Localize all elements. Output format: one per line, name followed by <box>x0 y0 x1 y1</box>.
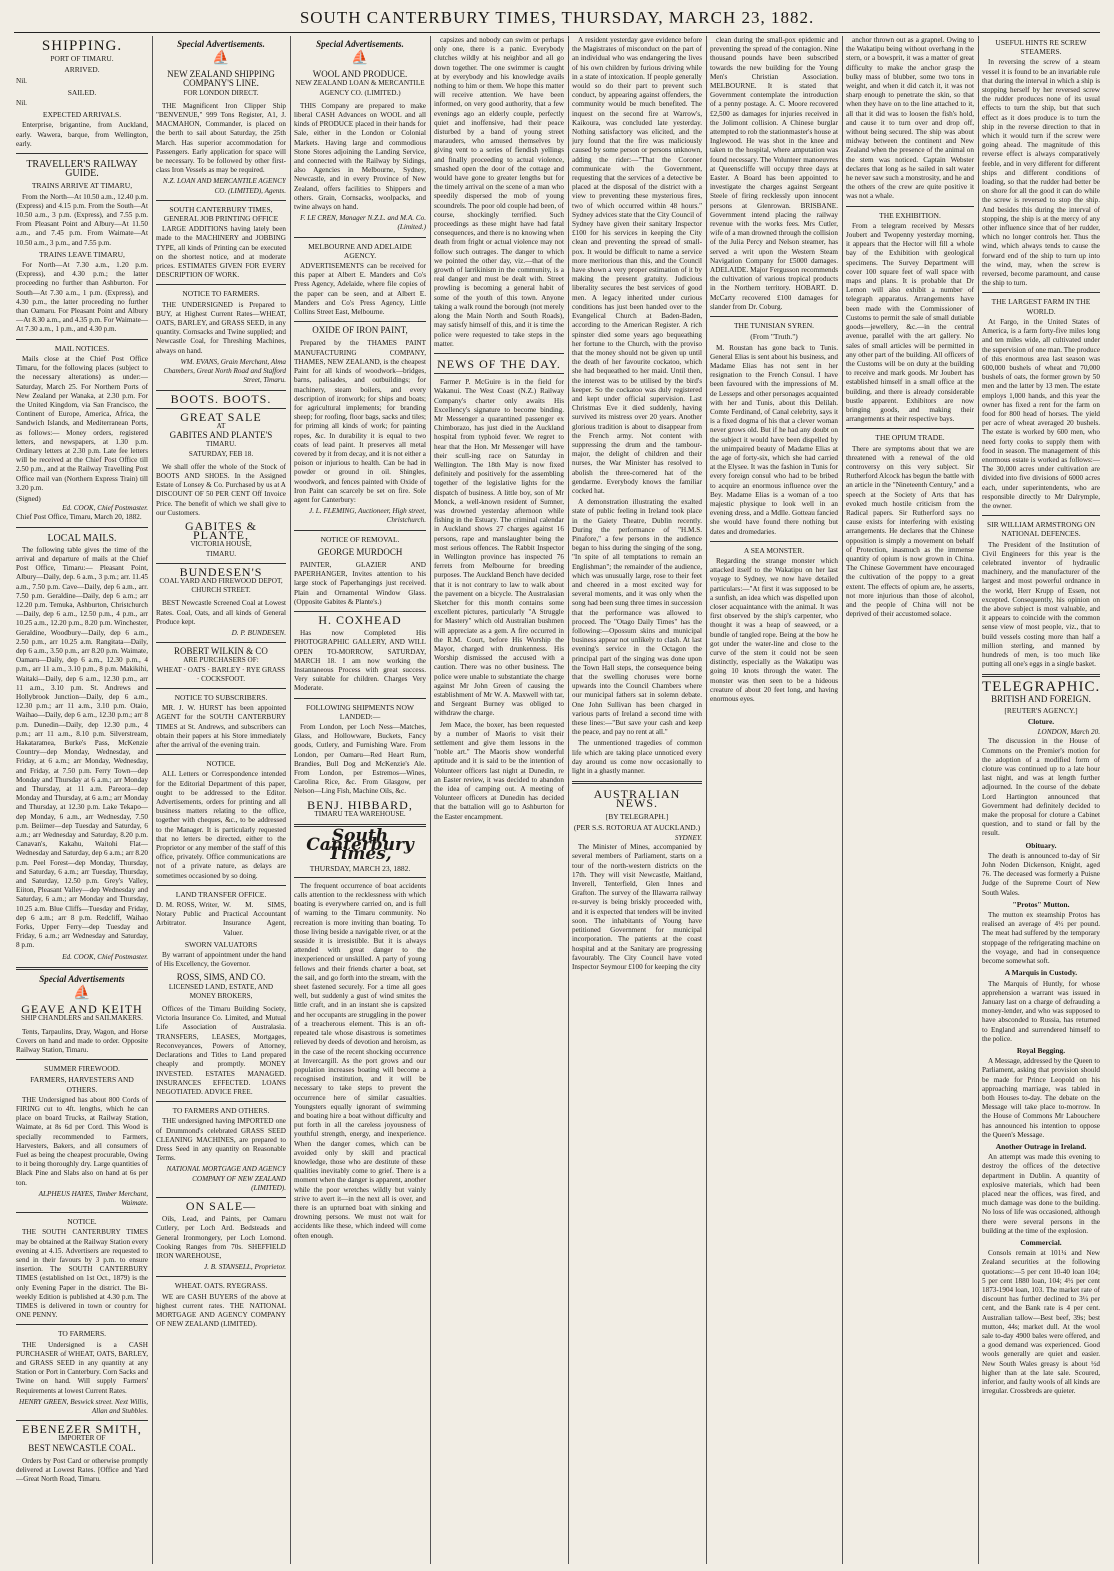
notice2-text: ALL Letters or Correspondence intended for the Editorial Department of this paper, ought to be addressed to the Editor. Advertisements, orders for printing and all business matters relating to the office, together with cheques, &c., to be addressed to the Manager. It is particularly requested that no letters be directed, either to the Proprietor or any member of the staff of this office, privately. Office communications are not of a private nature, as delays are sometimes occasioned by so doing. <box>156 770 286 880</box>
ross-sims-text: Offices of the Timaru Building Society, Victoria Insurance Co. Limited, and Mutual Life Association of Australasia. TRANSFERS, LEASES, Mortgages, Reconveyances, Powers of Attorney, Declarations and Titles to Land prepared cheaply and promptly. MONEY INVESTED. ESTATES MANAGED. INSURANCES EFFECTED. LOANS NEGOTIATED. ADVICE FREE. <box>156 1005 286 1096</box>
boots-ad <box>156 391 286 459</box>
divider <box>156 642 286 643</box>
murdoch-text: PAINTER, GLAZIER AND PAPERHANGER, Invites attention to his large stock of Paperhangings just received. Plain and Ornamental Window Glass. (Opposite Gabites & Plante's.) <box>294 560 426 606</box>
wilkin-name: ROBERT WILKIN & CO <box>174 646 268 657</box>
notice-farmers-signature: WM. EVANS, Grain Merchant, Alma Chambers, Great North Road and Stafford Street, Timaru. <box>163 357 286 385</box>
column-7 <box>846 36 974 1564</box>
farmers-heading: TO FARMERS. <box>57 1329 107 1339</box>
column-divider <box>152 36 153 1564</box>
editorial-text: The frequent occurrence of boat accidents calls attention to the recklessness with which boating is everywhere carried on, and is full of warning to the Timaru community. No recreation is more inviting than boating. To those living beside a navigable river, or at the seaside it is irresistible. But it is always attended with great danger to the inexperienced or unskilled. A party of young fellows and their friends charter a boat, set the sail, and go forth into the stream, with the sheet fastened securely. For a time all goes well, but suddenly a gust of wind smites the little craft, and in an instant she is capsized and her occupants are struggling in the power of a treacherous element. This is an oft-repeated tale whose disastrous is sometimes relieved by deeds of devotion and heroism, as in the case of the recent shocking occurrence at Invercargill. As the port grows and our population increases boating will become a recognised institution, and it will be necessary to take steps to prevent the occurrence here of similar casualties. Youngsters equally ignorant of swimming and boating hire a boat without difficulty and put forth in all the careless joyousness of youthful strength, energy, and inexperience. When the danger comes, which can be avoided only by skill and practical knowledge, those who are destitute of these qualities inevitably come to grief. There is a moment when the danger is apparent, another while the poor wretches wildly but vainly strive to avert it—in the next all is over, and there is an upturned boat with sinking and drowning persons. We must not wait for accidents like these, which indeed will come often enough. <box>294 881 426 1240</box>
australian-news-text: The Minister of Mines, accompanied by several members of Parliament, starts on a tour of the north-western districts on the 17th. They will visit Newcastle, Maitland, Inverell, Tenterfield, Glen Innes and Grafton. The survey of the Illawarra railway re-survey is being briskly proceeded with, and it is expected that tenders will be invited soon. The inhabitants of Young have petitioned Government for municipal incorporation. The patients at the coast hospital and at the Sanitary are progressing favourably. The City Council have voted Inspector Seymour £100 for keeping the city <box>572 843 702 971</box>
mail-signed: (Signed) <box>16 494 41 503</box>
wilkin-ad <box>156 647 286 684</box>
divider <box>572 781 702 784</box>
bundesen-name: BUNDESEN'S <box>179 564 263 579</box>
largest-farm-heading: THE LARGEST FARM IN THE WORLD. <box>991 297 1091 316</box>
news-text-2: A demonstration illustrating the exalted state of public feeling in Ireland took place in the Gaiety Theatre, Dublin recently. During the performance of "H.M.S. Pinafore," a few persons in the audience began to hiss during the singing of the song, "In spite of all temptations to remain an Englishman"; the remainder of the audience, which was unusually large, rose to their feet and cheered in a most excited way for several moments, and it was only when the song had been sung three times in succession that the performance was allowed to proceed. The "Otago Daily Times" has the following:—Opossum skins and municipal business appear not unlikely to clash. At last evening's service in the Octagon the principal part of the singing was done upon the Town Hall steps, the consequence being that the swelling choruses were borne upwards into the Council Chambers where our municipal fathers sat in solemn debate. One John Sullivan has been charged in various parts of Ireland a second time with these lines:—"But save your cash and keep the peace, and pay no rent at all." <box>572 498 702 737</box>
on-sale-text: Oils, Lead, and Paints, per Oamaru Cutlery, per Loch Ard. Bedsteads and General Ironmongery, per Loch Lomond. Cooking Ranges from 70s. SHEFFIELD IRON WAREHOUSE, <box>156 1215 286 1260</box>
wheat-oats-heading: WHEAT. OATS. RYEGRASS. <box>174 1281 268 1291</box>
land-transfer-heading: LAND TRANSFER OFFICE. <box>175 889 267 899</box>
bundesen-text: BEST Newcastle Screened Coal at Lowest Rates. Coal, Oats, and all kinds of General Produce kept. <box>156 599 286 626</box>
firewood-sub: FARMERS, HARVESTERS AND OTHERS. <box>30 1075 134 1094</box>
mail-date: Chief Post Office, Timaru, March 20, 1882. <box>16 513 142 522</box>
wool-produce-sub: NEW ZEALAND LOAN & MERCANTILE AGENCY CO. (LIMITED.) <box>295 79 425 97</box>
notice2-heading: NOTICE. <box>206 759 236 769</box>
nz-shipping-signature: N.Z. LOAN AND MERCANTILE AGENCY CO. (LIMITED), Agents. <box>162 177 286 195</box>
column-1 <box>16 36 148 1564</box>
melbourne-text: ADVERTISEMENTS can be received for this paper at Albert E. Manders and Co's Press Agency, Adelaide, where file copies of the paper can be seen, and at Albert E. Manders and Co's Press Agency, Little Collins Street East, Melbourne. <box>294 262 426 317</box>
exhibition-text: From a telegram received by Messrs Joubert and Twopenny yesterday morning, it appears that the Hector will fill a whole bay of the Exhibition with geological specimens. The Survey Department will cover 100 square feet of wall space with maps and plans. It is probable that Dr Lemon will also exhibit a number of telegraph apparatus. Arrangements have been made with the Commissioner of Customs to permit the sale of small dutiable goods—jewellery, &c.—in the central avenue, parallel with the art gallery. No sales of small articles will be permitted in any other part of the building. All officers of the Customs will be on duty at the building to receive and mark goods. Mr Joubert has established himself in a small office at the building, and there is already considerable bustle apparent. Exhibitors are now bringing goods, and making their arrangements at their respective bays. <box>846 221 974 424</box>
column-3 <box>294 36 426 1564</box>
column-divider <box>978 36 979 1564</box>
coxhead-ad <box>294 612 426 627</box>
mail-notices-heading: MAIL NOTICES. <box>54 343 110 353</box>
sailed-label: SAILED. <box>67 87 97 97</box>
divider <box>16 153 148 154</box>
shipments-heading: FOLLOWING SHIPMENTS NOW LANDED:— <box>306 702 414 721</box>
on-sale-title: ON SALE— <box>185 1198 257 1213</box>
commercial-heading: Commercial. <box>1020 1237 1062 1247</box>
subscribers-text: MR. J. W. HURST has been appointed AGENT for the SOUTH CANTERBURY TIMES at St. Andrews, and subscribers can obtain their papers at his Store immediately after the arrival of the evening train. <box>156 704 286 749</box>
hibbard-ad <box>294 797 426 819</box>
notice-farmers-heading: NOTICE TO FARMERS. <box>182 289 260 299</box>
cloture-heading: Cloture. <box>1027 717 1055 727</box>
divider <box>294 877 426 878</box>
local-mails-heading: LOCAL MAILS. <box>47 532 117 544</box>
commercial-text: Consols remain at 101¼ and New Zealand securities at the following quotations:—5 per cent 10-40 loan 104; 5 per cent 1880 loan, 104; 4½ per cent 1873-1904 loan, 103. The market rate of discount has further declined to 3¼ per cent, and the Bank rate is 4 per cent. Australian tallow—Best beef, 39s; best mutton, 44s; market dull. At the wool sale to-day 4900 bales were offered, and a good demand was experienced. Good wools generally are quiet and easier. New South Wales greasy is about ½d higher than at the late sale. Scoured, inferior, and faulty wools of all kinds are irregular. Crossbreds are quieter. <box>982 1249 1100 1396</box>
tunisian-heading: THE TUNISIAN SYREN. <box>733 321 815 331</box>
divider <box>434 373 564 374</box>
oxide-text: Prepared by the THAMES PAINT MANUFACTURING COMPANY, THAMES, NEW ZEALAND, is the cheapest Paint for all kinds of woodwork—bridges, barns, palisades, and outbuildings; for machinery, steam boilers, and every description of ironwork; for ships and boats; for agricultural implements; for branding sheep; for roofing, floor bags, sacks and tiles; for priming all kinds of work; for painting ropes, &c. In durability it is equal to two coats of lead paint. It preserves all metal covered by it from decay, and it is not either a poison or injurious to health. Can be had in powder or ground in oil. Shingles, woodwork, and fences painted with Oxide of Iron Paint can scarcely be set on fire. Sole agent for Canterbury: <box>294 339 426 504</box>
divider <box>16 339 148 340</box>
ross-sims-sub: LICENSED LAND, ESTATE, AND MONEY BROKERS, <box>168 982 274 1000</box>
divider <box>982 515 1100 516</box>
oxide-signature: J. L. FLEMING, Auctioneer, High street, Christchurch. <box>309 507 426 525</box>
divider <box>294 321 426 322</box>
railway-guide-heading: TRAVELLER'S RAILWAY GUIDE. <box>26 159 138 180</box>
wilkin-text: ARE PURCHASERS OF: <box>183 656 259 665</box>
cloture-place: LONDON, March 20. <box>1037 728 1100 737</box>
wool-produce-title: WOOL AND PRODUCE. <box>312 69 408 80</box>
gabites-plante-place: TIMARU. <box>205 549 237 558</box>
tunisian-text: M. Roustan has gone back to Tunis. General Elias is sent about his business, and Madame Elias has not sent in her resignation to the French Consul. I have been favoured with the impressions of M. de Lesseps and other personages acquainted with her and Tunis, about this Delilah. Comte Ferdinand, of Canal celebrity, says it is a fixed dogma of his that a clever woman never grows old. But if he had any doubt on the subject it would have been dispelled by the unimpaired beauty of Madame Elias at the age of forty-six, which she had carried at the Elysee. It was the fashion in Tunis for every foreign consul who had to be bribed to acquire an enormous influence over the Bey. Madame Elias is a woman of a too majestic physique to look well in an evening dress, and a Mdlle. Gotteau fancied she would have found there nothing but dates and dromedaries. <box>710 343 838 536</box>
coxhead-text: Has now Completed His PHOTOGRAPHIC GALLERY, AND WILL OPEN TO-MORROW, SATURDAY, MARCH 18. I am now working the Instantaneous Process with great success. Very suitable for children. Charges Very Moderate. <box>294 629 426 693</box>
news-of-day-heading: NEWS OF THE DAY. <box>437 356 561 371</box>
melbourne-heading: MELBOURNE AND ADELAIDE AGENCY. <box>308 241 412 260</box>
trains-arrive-text: From the North—At 10.50 a.m., 12.40 p.m. (Express) and 4.15 p.m. From the South—At 10.50 a.m., 3 p.m. (Express), and 7.55 p.m. From Pleasant Point and Albury—At 11.50 a.m., and 7.45 p.m. From Waimate—At 10.50 a.m., 3 p.m., and 7.55 p.m. <box>16 192 148 247</box>
local-mails-text: The following table gives the time of the arrival and departure of mails at the Chief Post Office, Timaru:— Pleasant Point, Albury—Daily, dep. 6 a.m., 3 p.m.; arr. 11.45 a.m., 7.50 p.m. Cave—Daily, dep 6 a.m., arr. 7.50 p.m. Geraldine—Daily, dep 6 a.m.; arr 12.20 p.m. Temuka, Ashburton, Christchurch—Daily, dep 6 a.m., 12.50 p.m., 4 p.m., arr 10.25 a.m., 12.20 p.m., 8.20 p.m. Winchester, Geraldine, Woodbury—Daily, dep 6 a.m., 2.50 p.m., arr 10.25 a.m. Rangitata—Daily, dep 6 a.m., 3.50 p.m., arr 8.20 p.m. Waimate, Oamaru—Daily, dep 6 a.m., 12.30 p.m., 4 p.m., arr 11 a.m., 3.10 p.m., 8 p.m. Makikihi, Waitaki—Daily, dep 6 a.m., 12.30 p.m., arr 11 a.m., 3.10 p.m. St. Andrews and Hollybrook Junction—Daily, dep 6 a.m., 12.30 p.m.; arr 11 a.m., 3.10 p.m. Otaio, Waihao—Daily, dep 6 a.m., 12.30 p.m.; arr 8 p.m. Dunedin—Daily, dep 12.30 p.m., 4 p.m.; arr 11 a.m., 8.10 p.m. Silverstream, Hakataramea, Burke's Pass, McKenzie Country—dep Monday, Wednesday, and Friday, at 6 a.m.; arr Monday, Wednesday, and Friday, at 7.50 p.m. Ferry Town—dep Monday and Thursday at 6 a.m.; arr Monday and Thursday, at 11 a.m. Pareora—dep Monday and Thursday, at 6 a.m.; arr Monday and Thursday, at 12.30 p.m. Lake Tekapo—dep Monday, 6 a.m., arr Wednesday, 7.50 p.m. Beiimer—dep Tuesday and Saturday, 6 a.m.; arr Wednesday and Saturday, 8.20 p.m. Canavan's, Kakahu, Waitohi Flat—Wednesday and Saturday, dep 6 a.m.; arr 8.20 p.m. Peel Forest—dep Monday, Thursday, and Saturday, 6 a.m.; arr Tuesday, Thursday, and Saturday, 12.50 p.m. Grey's Valley, Eiiton, Pleasant Valley—dep Wednesday and Saturday, 6 a.m.; arr Monday and Thursday, 10.25 a.m. Blue Cliffs—Tuesday and Friday, dep 6 a.m.; arr 8 p.m. Redcliff, Waihao Forks, Upper Ferry—dep Tuesday and Friday, 6 a.m.; arr Wednesday and Saturday, 8 p.m. <box>16 545 148 950</box>
reuters-agency: [REUTER'S AGENCY.] <box>1004 705 1078 715</box>
masthead: SOUTH CANTERBURY TIMES, THURSDAY, MARCH 23, 1882. <box>299 8 815 27</box>
largest-farm-text: At Fargo, in the United States of America, is a farm forty-five miles long and ten miles wide, all cultivated under the supervision of one man. The produce of this enormous area last season was 600,000 bushels of wheat and 70,000 bushels of oats, the former grown by 50 men and the latter by 13 men. The estate employs 1,000 hands, and this year the owner has fixed a rent for the farm on food for 800 head of horses. The yield per acre of wheat averaged 20 bushels. The estate is worked by 600 men, who need forty cooks to supply them with food in season. The management of this enormous estate is worked as follows:—The 30,000 acres under cultivation are divided into five divisions of 6000 acres each, under superintendents, who are responsible directly to Mr Dalrymple, the owner. <box>982 317 1100 510</box>
divider <box>156 408 286 409</box>
divider <box>16 527 148 528</box>
firewood-signature: ALPHEUS HAYES, Timber Merchant, Waimate. <box>38 1189 148 1207</box>
grave-keith-ad <box>16 1002 148 1023</box>
expected-text: Enterprise, brigantine, from Auckland, early. Wawera, barque, from Wellington, early. <box>16 121 148 148</box>
opium-text: There are symptoms about that we are threatened with a renewal of the old controversy on this very subject. Sir Rutherford Alcock has begun the battle with an article in the "Nineteenth Century," and a speech at the Society of Arts that has evoked much hostile criticism from the Radical papers. Sir Rutherford says no cause exists for interfering with existing arrangements. He declares that the Chinese opposition is simply a movement on behalf of Protection, inasmuch as the immense quantity of opium is now grown in China. The Chinese Government have encouraged the cultivation of the poppy to a great extent. The effects of opium are, he asserts, not more injurious than those of alcohol, and the people of China will not be deprived of their accustomed solace. <box>846 444 974 619</box>
protos-text: The mutton ex steamship Protos has realised an average of 4½ per pound. The meat had suffered by the temporary stoppage of the refrigerating machine on the voyage, and had in consequence become somewhat soft. <box>982 911 1100 966</box>
port-heading: PORT OF TIMARU. <box>50 54 114 64</box>
farmers-others-text: THE undersigned having IMPORTED one of Drummond's celebrated GRASS SEED CLEANING MACHINES, are prepared to Dress Seed in any quantity on Reasonable Terms. <box>156 1117 286 1163</box>
special-ads-heading: Special Advertisements <box>39 973 125 984</box>
divider <box>156 390 286 391</box>
arrived-label: ARRIVED. <box>64 65 100 75</box>
divider <box>156 1197 286 1198</box>
murdoch-ad <box>294 548 426 557</box>
column-divider <box>706 36 707 1564</box>
obituary-heading: Obituary. <box>1025 840 1057 850</box>
ebenezer-name: EBENEZER SMITH, <box>22 1422 142 1437</box>
special-ads-heading: Special Advertisements. <box>316 39 404 49</box>
divider <box>982 292 1100 293</box>
job-printing-heading: SOUTH CANTERBURY TIMES, GENERAL JOB PRINTING OFFICE <box>163 204 279 224</box>
divider <box>16 1212 148 1213</box>
trains-leave-heading: TRAINS LEAVE TIMARU, <box>39 249 125 259</box>
firewood-text: THE Undersigned has about 800 Cords of FIRING cut to 4ft. lengths, which he can place on board Trucks, at Railway Station, Waimate, at 8s 6d per Cord. This Wood is specially recommended to Farmers, Harvesters, Bakers, and all consumers of Fuel as being the cheapest procurable, Owing to it being thoroughly dry. Large quantities of Black Pine and Slabs also on hand at 6s per ton. <box>16 1095 148 1187</box>
subscribers-heading: NOTICE TO SUBSCRIBERS. <box>174 692 268 702</box>
arrived-value: Nil. <box>16 76 27 85</box>
divider <box>16 1420 148 1421</box>
great-sale-place: TIMARU. <box>205 440 237 449</box>
wool-produce-signature: F. LE CREN, Manager N.Z.L. and M.A. Co. (Limited.) <box>300 214 426 232</box>
royal-begging-text: A Message, addressed by the Queen to Parliament, asking that provision should be made for Prince Leopold on his approaching marriage, was tabled in both Houses to-day. The debate on the Message will take place to-morrow. In the House of Commons Mr Labouchere has announced his intention to oppose the Queen's Message. <box>982 1057 1100 1139</box>
column-4 <box>434 36 564 1564</box>
aus-news-continued: clean during the small-pox epidemic and preventing the spread of the contagion. Nine thousand pounds have been subscribed towards the new building for the Young Men's Christian Association. MELBOURNE. It is stated that Government contemplate the introduction of a penny postage. A. C. Moore recovered £2,500 as damages for injuries received in the Jolimont collision. A Chinese burglar attempted to rob the stationmaster's house at Inglewood. He was shot in the knee and taken to the hospital, where amputation was found necessary. The Volunteer manoeuvres at Queenscliffe will occupy three days at Easter. A Board has been appointed to investigate the charges against Sergeant Steele of firing recklessly upon innocent persons at Glenrowan. BRISBANE. Government intend placing the railway revenue with the works fees. Mrs Cutler, wife of a man drowned through the collision of the Julia Percy and Nelson steamer, has served a writ upon the Western Steam Navigation Company for £5000 damages. ADELAIDE. Major Fergusson recommends the cultivation of various tropical products in the Northern territory. HOBART. D. McCarty recovered £100 damages for slander from Dr. Coburg. <box>710 36 838 311</box>
wool-produce-text: THIS Company are prepared to make liberal CASH Advances on WOOL and all kinds of PRODUCE placed in their hands for Sale, either in the London or Colonial Markets. Having large and commodious Stone Stores adjoining the Landing Service, and connected with the Railway by Sidings, also Agencies in Melbourne, Sydney, Newcastle, and in every Province of New Zealand, offers facilities to Shippers and others. Grain, Cornsacks, woolpacks, and twine always on hand. <box>294 101 426 212</box>
australian-news-by: [BY TELEGRAPH.] <box>605 811 669 821</box>
cloture-text: The discussion in the House of Commons on the Premier's motion for the adoption of a modified form of cloture was continued up to a late hour last night, and was at length further adjourned. In the course of the debate Lord Hartington announced that Government had definitely decided to make the proposal for cloture a Cabinet question, and to stand or fall by the result. <box>982 737 1100 838</box>
special-ads-heading: Special Advertisements. <box>177 39 265 49</box>
protos-heading: "Protos" Mutton. <box>1012 899 1070 909</box>
divider <box>846 206 974 207</box>
land-transfer-text: By warrant of appointment under the hand of His Excellency, the Governor. <box>156 951 286 969</box>
exhibition-heading: THE EXHIBITION. <box>879 210 941 220</box>
divider <box>434 353 564 354</box>
coxhead-name: H. COXHEAD <box>318 612 402 627</box>
bundesen-ad <box>156 564 286 596</box>
divider <box>16 967 148 970</box>
on-sale-signature: J. B. STANSELL, Proprietor. <box>203 1263 286 1272</box>
grave-keith-text: Tents, Tarpaulins, Dray, Wagon, and Horse Covers on hand and made to order. Opposite Railway Station, Timaru. <box>16 1027 148 1054</box>
useful-hints-heading: USEFUL HINTS RE SCREW STEAMERS. <box>995 38 1087 57</box>
column-5 <box>572 36 702 1564</box>
wheat-oats-text: WE are CASH BUYERS of the above at highest current rates. THE NATIONAL MORTGAGE AND AGENCY COMPANY OF NEW ZEALAND (LIMITED). <box>156 1292 286 1329</box>
australian-news-heading: AUSTRALIAN NEWS. <box>593 787 681 811</box>
mail-notices-text: Mails close at the Chief Post Office Timaru, for the following places (subject to the necessary alterations) as under:— Saturday, March 25. For Northern Ports of New Zealand per Wanaka, at 2.30 p.m. For the United Kingdom, via San Francisco, the Continent of Europe, America, Africa, the Sandwich Islands, and Mediterranean Ports, as follows:— Money orders, registered letters, and newspapers, at 1.30 p.m. Ordinary letters at 2.30 p.m. Late fee letters will be received at the Chief Post Office till 2.50 p.m., and at the Railway Travelling Post Office mail van (Northern Express Train) till 3.20 p.m. <box>16 354 148 492</box>
outrage-heading: Another Outrage in Ireland. <box>995 1141 1087 1151</box>
hibbard-sub: TIMARU TEA WAREHOUSE. <box>314 809 406 818</box>
paper-date: THURSDAY, MARCH 23, 1882. <box>309 863 411 873</box>
column-6 <box>710 36 838 1564</box>
local-mails-signature: Ed. COOK, Chief Postmaster. <box>62 952 148 961</box>
divider <box>156 688 286 689</box>
marquis-heading: A Marquis in Custody. <box>1004 968 1078 978</box>
farmers-text: THE Undersigned is a CASH PURCHASER of WHEAT, OATS, BARLEY, and GRASS SEED in any quantity at any Station or Port in Canterbury. Corn Sacks and Twine on hand. Will supply Farmers' Requirements at lowest Current Rates. <box>16 1340 148 1395</box>
sailed-value: Nil. <box>16 99 27 108</box>
ross-sims-ad <box>156 973 286 1001</box>
farmers-signature: HENRY GREEN, Beswick street. Next Willis, Allan and Stubbles. <box>19 1397 148 1416</box>
news-of-day-text-2: Jem Mace, the boxer, has been requested by a number of Maoris to visit their settlement and give them lessons in the "noble art." The Maoris show wonderful aptitude and it is said to be the intention of Volunteer officers last night at Dunedin, re an Easter review, it was decided to abandon the idea of camping out. A meeting of Volunteer officers at Dunedin has decided that the battalion will go to Ashburton for the Easter encampment. <box>434 720 564 821</box>
great-sale-name: GABITES AND PLANTE'S <box>169 430 273 441</box>
firewood-heading: SUMMER FIREWOOD. <box>44 1064 120 1074</box>
on-sale-heading <box>156 1198 286 1213</box>
oxide-title: OXIDE OF IRON PAINT, <box>312 325 408 336</box>
wilkin-items: WHEAT · OATS · BARLEY · RYE GRASS · COCKSFOOT. <box>156 665 286 683</box>
armstrong-text: The President of the Institution of Civil Engineers for this year is the celebrated inventor of hydraulic machinery, and the manufacturer of the largest and most powerful ordnance in the world, Herr Krupp of Essen, not excepted. Consequently, his opinion on the above subject is most valuable, and it appears to coincide with the common sense view of most people, viz., that to build vessels costing more than half a million sterling, and manned by hundreds of men, is too much like putting all one's eggs in a single basket. <box>982 540 1100 669</box>
ebenezer-coal: BEST NEWCASTLE COAL. <box>28 1442 136 1453</box>
paper-title: South Canterbury Times, <box>306 826 414 865</box>
notice-heading: NOTICE. <box>67 1217 97 1227</box>
column-divider <box>842 36 843 1564</box>
column-8 <box>982 36 1100 1564</box>
notice-farmers-text: THE UNDERSIGNED is Prepared to BUY, at Highest Current Rates—WHEAT, OATS, BARLEY, and GRASS SEED, in any quantity. Cornsacks and Twine supplied; and Newcastle Coal, for Threshing Machines, always on hand. <box>156 300 286 355</box>
trains-leave-text: For North—At 7.30 a.m., 1.20 p.m. (Express), and 4.30 p.m.; the latter proceeding no further than Ashburton. For South—At 7.30 a.m., 1 p.m. (Express), and 4.30 p.m., the latter proceeding no further than Oamaru. For Pleasant Point and Albury—At 8.30 a.m., and 4.35 p.m. For Waimate—At 7.30 a.m., 1 p.m., and 4.30 p.m. <box>16 261 148 334</box>
gabites-plante-ad <box>156 518 286 559</box>
divider <box>710 316 838 317</box>
ebenezer-smith-ad <box>16 1422 148 1453</box>
news-text-3: The unmentioned tragedies of common life which are taking place unnoticed every day around us come now occasionally to light in a ghastly manner. <box>572 739 702 776</box>
divider <box>156 1276 286 1277</box>
ship-icon: ⛵ <box>212 51 230 67</box>
great-sale-heading: GREAT SALE <box>180 409 262 424</box>
ship-icon: ⛵ <box>73 986 91 1002</box>
shipping-heading: SHIPPING. <box>41 38 123 54</box>
australian-news-place: SYDNEY. <box>674 834 702 843</box>
gabites-plante-house: VICTORIA HOUSE, <box>190 540 252 549</box>
useful-hints-text: In reversing the screw of a steam vessel it is found to be an invariable rule that during the interval in which a ship is stopping herself by her reversed screw the rudder produces none of its usual effects to turn the ship, but that such effect as it does produce is to turn the ship in the reverse direction to that in which it would turn if the screw were going ahead. The magnitude of this reverse effect is always comparatively feeble, and in very different for different ships and different conditions of loading, so that the rudder had better be on shore for all the good it can do while the screw is reversed to stop the ship. And besides this during the interval of stopping, the ship is at the mercy of any other influence since that of her rudder, which no longer controls her. Thus the wind, which always tends to cause the forward end of the ship to turn up into the wind, may, when the screw is reversed, become paramount, and cause the ship to turn. <box>982 58 1100 288</box>
ship-icon: ⛵ <box>351 51 369 67</box>
divider <box>710 541 838 542</box>
divider <box>294 530 426 531</box>
divider <box>16 1059 148 1060</box>
shipments-text: From London, per Loch Ness—Matches, Glass, and Hollowware, Buckets, Fancy goods, Cutlery, and Furnishing Ware. From London, per Oamaru—Red Heart Rum, Brandies, Bull Dog and McKenzie's Ale. From London, per Estremos—Wines, Carolina Rice, &c. From Glasgow, per Nelson—Ling Fish, Machine Oils, &c. <box>294 723 426 796</box>
masthead-rule <box>14 32 1100 33</box>
gabites-plante-name: GABITES & PLANTE, <box>185 518 257 543</box>
column-divider <box>430 36 431 1564</box>
outrage-text: An attempt was made this evening to destroy the offices of the detective department in Dublin. A quantity of explosive materials, which had been placed near the offices, was fired, and much damage was done to the building. No loss of life was occasioned, although there were several persons in the building at the time of the explosion. <box>982 1153 1100 1235</box>
divider <box>846 428 974 429</box>
mail-signature: Ed. COOK, Chief Postmaster. <box>62 504 148 513</box>
royal-begging-heading: Royal Begging. <box>1016 1045 1066 1055</box>
ebenezer-sub: IMPORTER OF <box>58 1434 106 1443</box>
land-transfer-left: D. M. ROSS, Writer, Notary Public and Arbitrator. <box>156 901 219 928</box>
great-sale-at: AT <box>216 421 226 430</box>
divider <box>16 1324 148 1325</box>
divider <box>156 885 286 886</box>
tunisian-source: (From "Truth.") <box>750 332 798 342</box>
boots-heading: BOOTS. BOOTS. <box>170 391 272 406</box>
removal-heading: NOTICE OF REMOVAL. <box>320 534 400 544</box>
nz-shipping-name: NEW ZEALAND SHIPPING COMPANY'S LINE. <box>167 69 275 89</box>
bundesen-signature: D. P. BUNDESEN. <box>231 628 286 637</box>
divider <box>294 611 426 612</box>
column-divider <box>568 36 569 1564</box>
nz-shipping-ad <box>156 70 286 98</box>
murdoch-name: GEORGE MURDOCH <box>317 546 403 557</box>
wool-produce-ad <box>294 70 426 98</box>
australian-news-per: (PER S.S. ROTORUA AT AUCKLAND.) <box>573 822 701 832</box>
expected-label: EXPECTED ARRIVALS. <box>42 110 122 120</box>
ross-sims-name: ROSS, SIMS, AND CO. <box>176 972 266 983</box>
obituary-text: The death is announced to-day of Sir John Noden Dickenson, Knight, aged 76. The deceased was formerly a Puisne Judge of the Supreme Court of New South Wales. <box>982 851 1100 897</box>
divider <box>294 698 426 699</box>
nz-shipping-for: FOR LONDON DIRECT. <box>183 88 259 97</box>
great-sale-date: SATURDAY, FEB 18. <box>188 449 254 458</box>
sea-monster-continued: anchor thrown out as a grapnel. Owing to the Wakatipu being without overhang in the stern, or a bowsprit, it was a matter of great difficulty to make the anchor grasp the bulky mass of blubber, some two tons in weight, and when it did catch it, it was not sharp enough to penetrate the skin, so that when they have on to the line attached to it, all that it did was to loosen the fish's hold, and cause it to turn over and drop off, without being secured. The ship was about midway between the continent and New Zealand when the presence of the animal on the stem was noticed. Captain Webster declares that long as he sailed in salt water he never saw such a monstrosity, and he and the others of the crew are quite positive it was not a whale. <box>846 36 974 201</box>
ebenezer-text: Orders by Post Card or otherwise promptly delivered at Lowest Rates. [Office and Yard—Great North Road, Timaru. <box>16 1456 148 1484</box>
divider <box>982 674 1100 677</box>
column-2 <box>156 36 286 1564</box>
nz-shipping-text: THE Magnificent Iron Clipper Ship "BENVENUE," 999 Tons Register, A1, J. MACMAHON, Commander, is placed on the berth to sail about Saturday, the 25th March. Has superior accommodation for Passengers. Early application for space will be necessary. To be followed by other first-class Iron Vessels as may be required. <box>156 101 286 175</box>
editorial-continued: capsizes and nobody can swim or perhaps only one, there is a panic. Everybody clutches wildly at his neighbor and all go down together. The one swimmer is caught at by everybody and his knowledge avails nothing to him or them. We hope this matter will receive attention. We have been informed, on very good authority, that a few evenings ago an elderly couple, perfectly quiet and inoffensive, had their peace disturbed by a band of young street marauders, who amused themselves by giving vent to a series of fiendish yellings and finally proceeding to actual violence, smashed open the door of the cottage and would have gone to greater lengths but for the timely arrival on the scene of a man who speedily dispersed the mob of young scoundrels. The poor old couple had been, of course, shockingly terrified. Such proceedings as these might have had fatal consequences, and there is no knowing when death from fright or actual violence may not follow such outrages. The danger to which we pointed the other day, viz.—that of the growth of larrikinism in the community, is a real danger and must be dealt with. Street prowling is becoming a general habit of some of the youth of this town. Anyone taking a walk round the borough (not merely along the Main North and South Roads), may satisfy himself of this, and it is time the police were requested to take steps in the matter. <box>434 36 564 348</box>
bundesen-sub: COAL YARD AND FIREWOOD DEPOT, CHURCH STREET. <box>159 576 283 595</box>
sworn-valuators: SWORN VALUATORS <box>184 939 258 949</box>
divider <box>156 754 286 755</box>
land-transfer-names <box>156 901 286 938</box>
trains-arrive-heading: TRAINS ARRIVE AT TIMARU, <box>31 181 133 191</box>
telegraphic-heading: TELEGRAPHIC. <box>982 679 1100 696</box>
divider <box>156 563 286 564</box>
grave-keith-name: GEAVE AND KEITH <box>21 1002 143 1017</box>
farmers-others-heading: TO FARMERS AND OTHERS. <box>172 1106 270 1116</box>
news-of-day-text: Farmer P. McGuire is in the field for Wakanui. The West Coast (N.Z.) Railway Company's charter only awaits His Excellency's signature to become binding. Mr Messenger a quarantined passenger ex Chimborazo, has just died in the Auckland hospital from typhoid fever. We regret to hear that the Hon. Mr Messenger will have their scull-ing race on Saturday in Wellington. The 18th May is now fixed definitely and positively for the assembling together of the legislative lights for the dispatch of business. A little boy, son of Mr Monck, a well-known resident of Sumner, was drowned yesterday afternoon while fishing in the Estuary. The criminal calendar in Auckland shows 27 charges against 16 persons, rape and manslaughter being the most serious offences. The Rabbit Inspector in Wellington province has inspected 76 ferrets from Melbourne for breeding purposes. The Auckland Bench have decided that it is not contrary to law to walk about the pavement on a bicycle. The Australasian Sketcher for this month contains some excellent pictures, particularly "A Struggle for Mastery" which old Australian bushmen will appreciate as a gem. A fire occurred in the R.M. Court, before His Worship the Mayor, charged with drunkenness. His Worship dismissed the accused with a caution. There was no other business. The police were unable to substantiate the charge against Mr John Green of causing the establishment of Mr W. A. Maxwell with tar, and Sergeant Burney was obliged to withdraw the charge. <box>434 378 564 718</box>
news-text-1: A resident yesterday gave evidence before the Magistrates of misconduct on the part of an individual who was endangering the lives of his own children by furious driving while in a state of intoxication. If people generally would so do their part to prevent such conduct, by appearing against offenders, the community would be much benefited. The inquest on the second fire at Warrow's, Kaikoura, was concluded late yesterday. Nothing satisfactory was elicited, and the jury found that the fire was maliciously caused by some person or persons unknown, adding the rider:—"That the Coroner communicate with the Government, requesting that the services of a detective be placed at the disposal of the district with a view to preventing these mysterious fires, two of which occurred within 48 hours." Sydney advices state that the City Council of Sydney have given their sanitary Inspector £100 for his services in keeping the City clean and preventing the spread of small-pox. It would be difficult to name a service more meritorious than this, and the Council have shown a very proper estimation of it by making the present gratuity. Judicious liberality secures the best services of good men. A legacy inherited under curious conditions has just been handed over to the Evangelical Church at Baden-Baden, according to the American Register. A rich spinster died some years ago bequeathing her fortune to the Church, with the proviso that the money should not be given up until the death of her favourite cockatoo, which she had bequeathed to her maid. Until then, the interest was to be utilised by the bird's keeper. So the cockatoo was duly registered and kept under official supervision. Last Christmas Eve it died suddenly, having survived its mistress over 20 years. Another glorious tradition is about to disappear from the French army. Not content with suppressing the drum and the tambour-major, the delight of children and their nurses, the War Minister has resolved to abolish the three-cornered hat of the gendarme. Everybody knows the familiar cocked hat. <box>572 36 702 495</box>
grave-keith-sub: SHIP CHANDLERS and SAILMAKERS. <box>21 1014 143 1023</box>
divider <box>156 284 286 285</box>
british-foreign-heading: BRITISH AND FOREIGN. <box>991 693 1091 704</box>
divider <box>156 200 286 201</box>
great-sale-text: We shall offer the whole of the Stock of BOOTS AND SHOES. In the Assigned Estate of Lonsey & Co. Purchased by us at A DISCOUNT OF 50 PER CENT Off Invoice Price. The benefit of which we shall give to our Customers. <box>156 462 286 517</box>
sea-monster-heading: A SEA MONSTER. <box>743 545 805 555</box>
column-divider <box>290 36 291 1564</box>
oxide-ad <box>294 326 426 335</box>
farmers-others-signature: NATIONAL MORTGAGE AND AGENCY COMPANY OF NEW ZEALAND (LIMITED). <box>166 1165 286 1192</box>
divider <box>294 237 426 238</box>
divider <box>156 1101 286 1102</box>
job-printing-text: LARGE ADDITIONS having lately been made to the MACHINERY and JOBBING TYPE, all kinds of Printing can be executed on the shortest notice, and at moderate prices. ESTIMATES GIVEN FOR EVERY DESCRIPTION OF WORK. <box>156 225 286 280</box>
marquis-text: The Marquis of Huntly, for whose apprehension a warrant was issued in January last on a charge of defrauding a money-lender, and who was supposed to have absconded to Russia, has returned to England and surrendered himself to the police. <box>982 979 1100 1043</box>
sea-monster-text: Regarding the strange monster which attacked itself to the Wakatipu on her last voyage to Sydney, we now have detailed particulars:—"At first it was supposed to be a sunfish, an idea which was dispelled upon closer acquaintance with the animal. It was first observed by the ship's carpenter, who thought it was a heap of seaweed, or a bundle of tangled rope. Being at the bow he got under the water-line and close to the curve of the stem it could not be seen distinctly, especially as the Wakatipu was going 10 knots through the water. The monster was then seen to be a hideous creature of about 20 feet long, and having enormous eyes. <box>710 556 838 704</box>
hibbard-name: BENJ. HIBBARD, <box>307 797 413 812</box>
opium-heading: THE OPIUM TRADE. <box>875 433 945 443</box>
notice-text: THE SOUTH CANTERBURY TIMES may be obtained at the Railway Station every evening at 4.15. Advertisers are requested to send in their favours by 3 p.m. to ensure insertion. The SOUTH CANTERBURY TIMES (established on 1st Oct., 1879) is the only Evening Paper in the district. The Bi-weekly Edition is published at 4.30 p.m. The TIMES is delivered in town or country for ONE PENNY. <box>16 1228 148 1320</box>
armstrong-heading: SIR WILLIAM ARMSTRONG ON NATIONAL DEFENCES. <box>987 520 1095 539</box>
land-transfer-right: W. M. SIMS, Practical Accountant Insurance Agent, Valuer. <box>223 901 286 937</box>
